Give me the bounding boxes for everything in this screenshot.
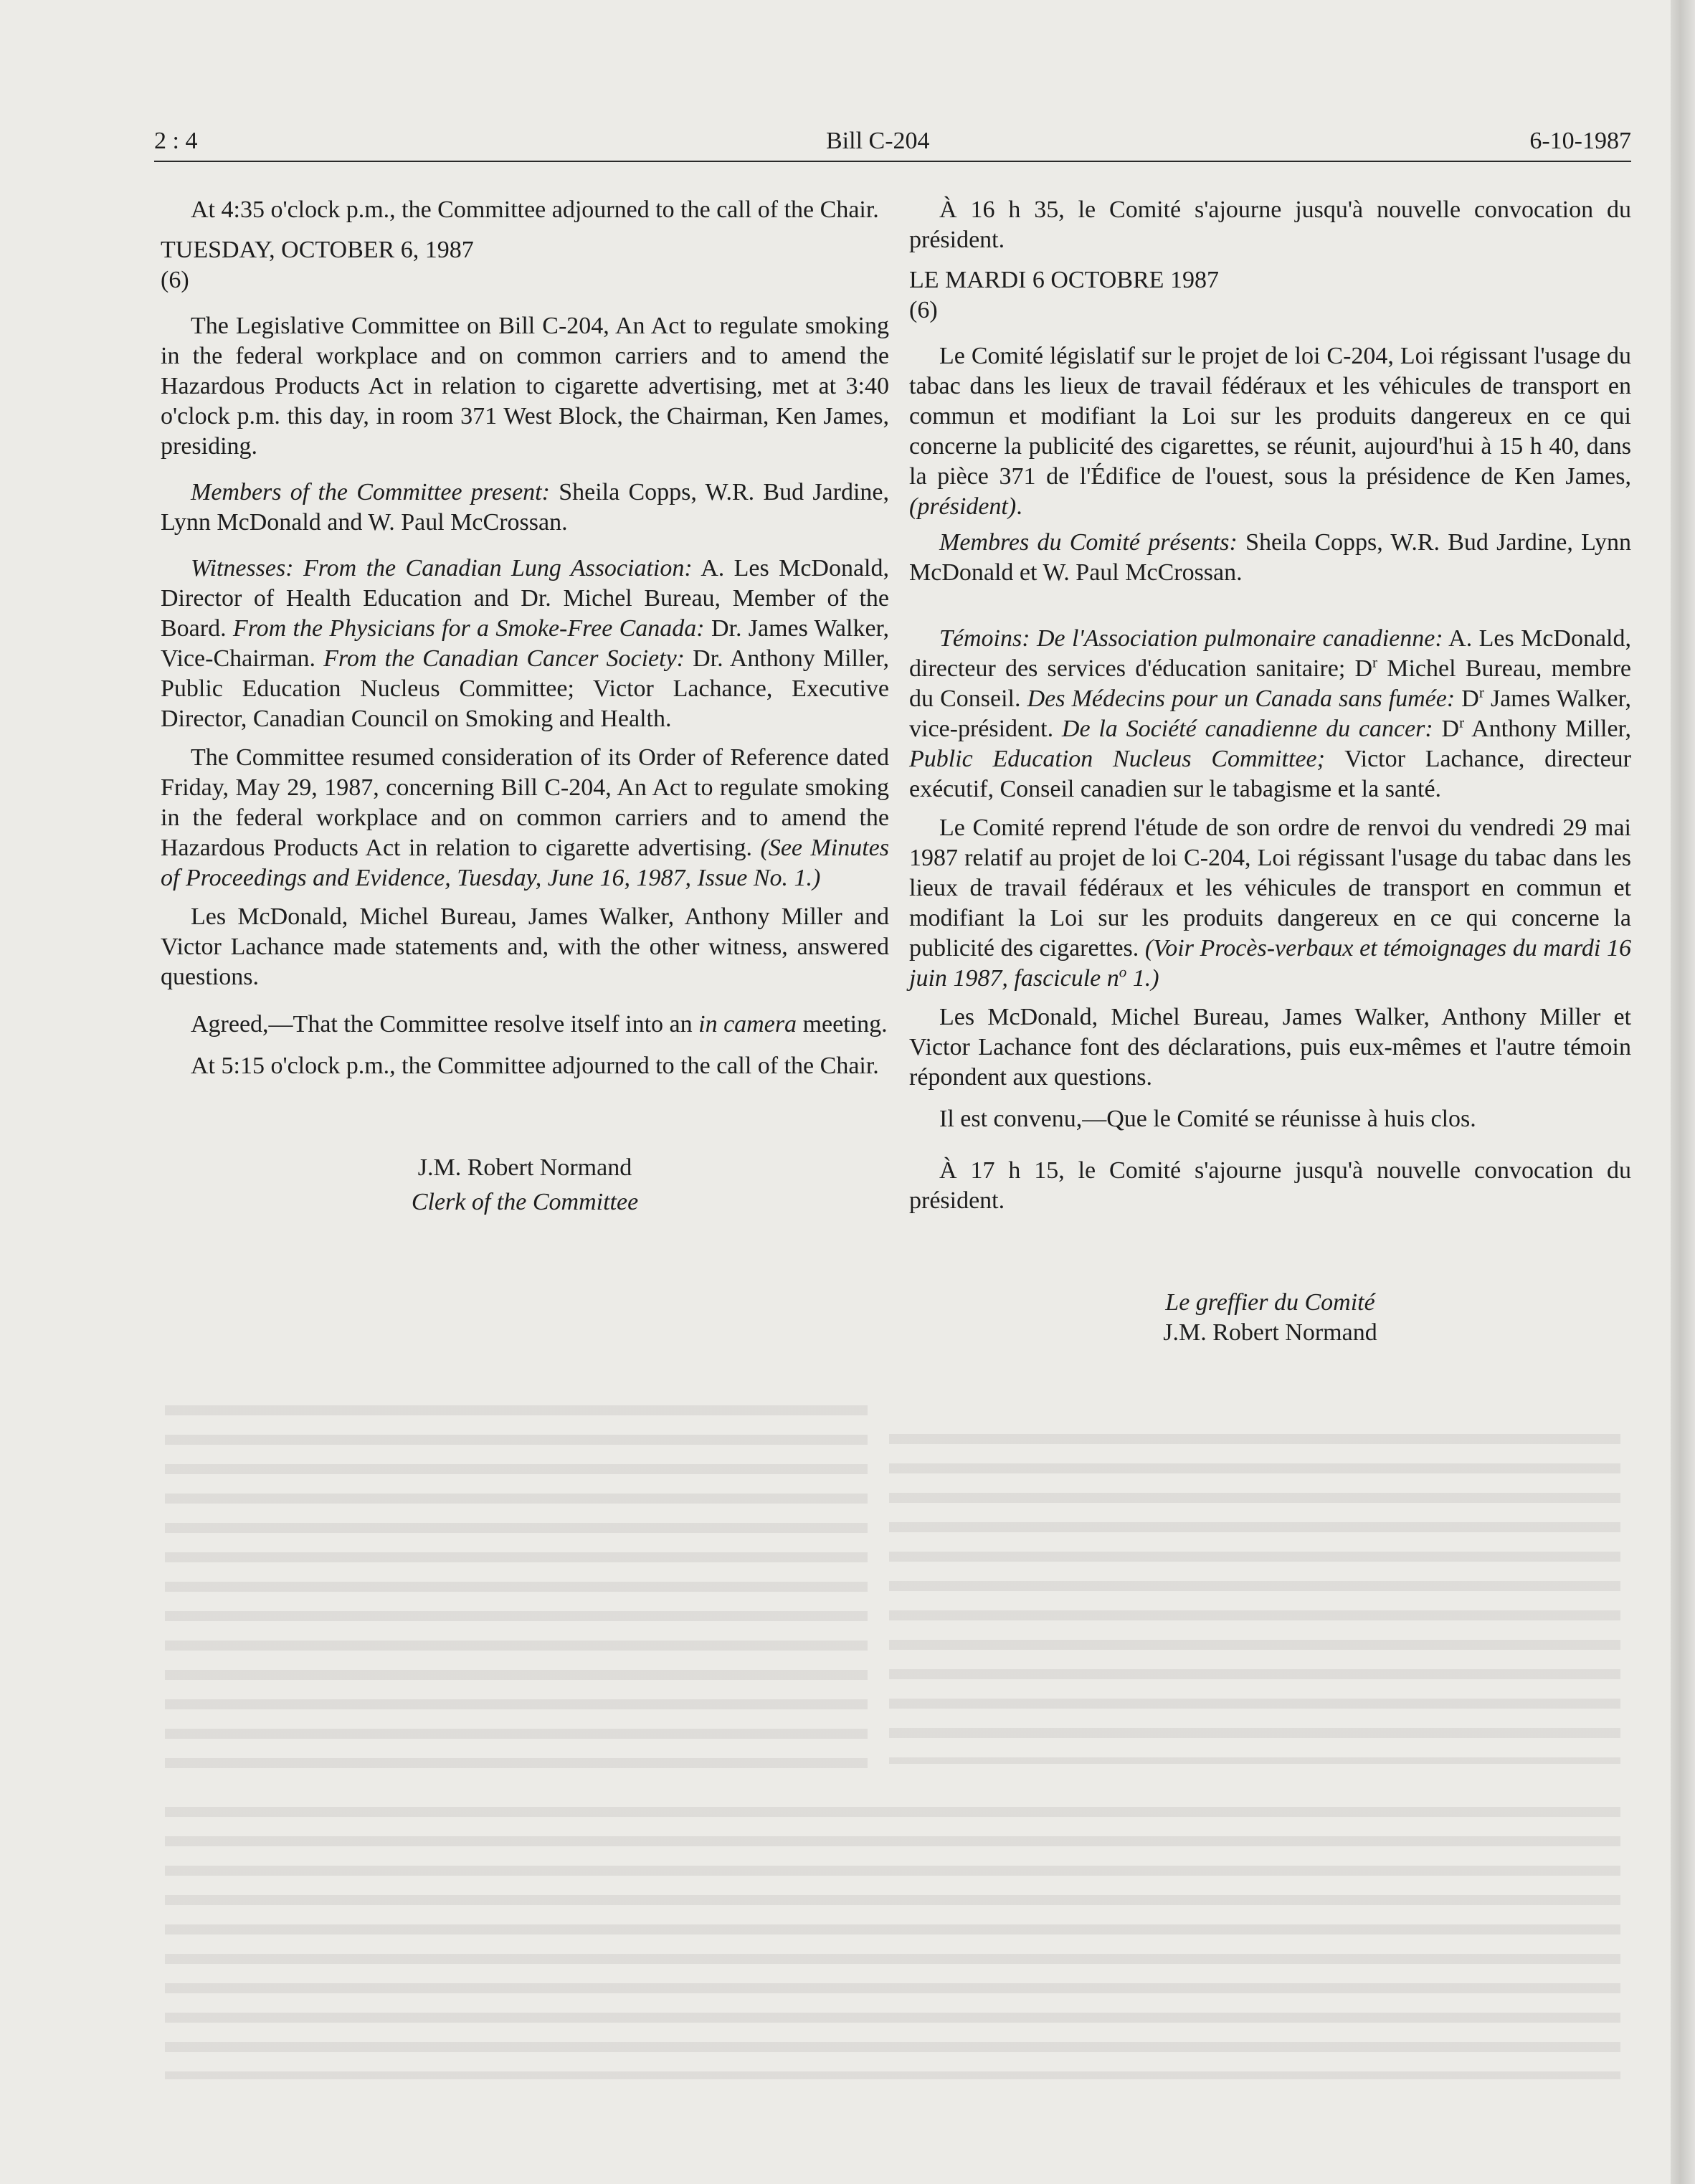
running-title: Bill C-204 [826, 128, 930, 154]
resumed-text: The Committee resumed consideration of its Order of Reference dated Friday, May 29, 1987, concerning Bill C-204, An Act to regulate smoking in the federal workplace and on common carriers and to amend the Hazardous Products Act in relation to cigarette advertising. [161, 744, 889, 861]
witness-text-1b-fr: Michel Bureau, membre du Conseil. [909, 655, 1632, 712]
witness-sup-1-fr: r [1372, 653, 1378, 671]
members-label: Members of the Committee present: [191, 479, 550, 505]
intro-end-fr: . [1016, 493, 1022, 520]
witness-text-3: Dr. Anthony Miller, Public Education Nucleus Committee; Victor Lachance, Executive Director, Canadian Council on Smoking and Health. [161, 645, 889, 732]
intro-paragraph: The Legislative Committee on Bill C-204, An Act to regulate smoking in the federal workplace and on common carriers and to amend the Hazardous Products Act in relation to cigarette advertising, met at 3:40 o'clock p.m. this day, in room 371 West Block, the Chairman, Ken James, presiding. [161, 313, 889, 460]
adjournment-paragraph-fr: À 16 h 35, le Comité s'ajourne jusqu'à nouvelle convocation du président. [909, 196, 1631, 253]
witnesses-paragraph [161, 554, 889, 734]
header-date: 6-10-1987 [1529, 128, 1631, 154]
agreed-in-camera: in camera [698, 1011, 797, 1038]
witness-text-3a-fr: D [1433, 716, 1460, 742]
members-label-fr: Membres du Comité présents: [939, 529, 1238, 556]
members-text-fr: Sheila Copps, W.R. Bud Jardine, Lynn McDonald et W. Paul McCrossan. [909, 529, 1631, 586]
resumed-paragraph-fr [909, 813, 1631, 994]
members-text: Sheila Copps, W.R. Bud Jardine, Lynn McDonald and W. Paul McCrossan. [161, 479, 889, 536]
adjournment-paragraph-2: At 5:15 o'clock p.m., the Committee adjourned to the call of the Chair. [191, 1053, 879, 1079]
bleed-through-left [165, 1405, 868, 1778]
resumed-reference-end-fr: 1.) [1126, 965, 1159, 992]
page-edge-shadow [1671, 0, 1695, 2184]
witnesses-label: Witnesses: [191, 555, 294, 581]
witness-org-2: From the Physicians for a Smoke-Free Canada: [232, 615, 705, 642]
statements-paragraph: Les McDonald, Michel Bureau, James Walker, Anthony Miller and Victor Lachance made statements and, with the other witness, answered questions. [161, 903, 889, 990]
date-heading: TUESDAY, OCTOBER 6, 1987 [161, 237, 474, 263]
page-number: 2 : 4 [154, 128, 198, 154]
date-heading-fr: LE MARDI 6 OCTOBRE 1987 [909, 267, 1219, 293]
adjournment-paragraph: At 4:35 o'clock p.m., the Committee adjourned to the call of the Chair. [191, 196, 879, 223]
header-rule [154, 161, 1631, 162]
witness-org-2-fr: Des Médecins pour un Canada sans fumée: [1027, 685, 1456, 712]
witness-text-2: Dr. James Walker, Vice-Chairman. [161, 615, 890, 672]
clerk-title-fr: Le greffier du Comité [1165, 1289, 1375, 1316]
resumed-reference: (See Minutes of Proceedings and Evidence, Tuesday, June 16, 1987, Issue No. 1.) [161, 835, 889, 891]
agreed-end: meeting. [797, 1011, 888, 1038]
statements-paragraph-fr: Les McDonald, Michel Bureau, James Walker, Anthony Miller et Victor Lachance font des déclarations, puis eux-mêmes et l'autre témoin répondent aux questions. [909, 1004, 1631, 1091]
resumed-paragraph [161, 743, 889, 893]
witnesses-paragraph-fr [909, 624, 1631, 804]
witness-text-2a-fr: D [1455, 685, 1479, 712]
clerk-name: J.M. Robert Normand [417, 1154, 632, 1181]
intro-paragraph-fr [909, 341, 1631, 522]
meeting-number: (6) [161, 267, 189, 293]
witness-org-3: From the Canadian Cancer Society: [323, 645, 685, 672]
agreed-paragraph [161, 1010, 889, 1040]
clerk-title: Clerk of the Committee [411, 1189, 639, 1215]
agreed-paragraph-fr: Il est convenu,—Que le Comité se réunisse à huis clos. [939, 1106, 1476, 1132]
witness-text-1a-fr: A. Les McDonald, directeur des services d'éducation sanitaire; D [909, 625, 1631, 682]
bleed-through-bottom [165, 1807, 1620, 2079]
witness-text-3c-fr: Victor Lachance, directeur exécutif, Conseil canadien sur le tabagisme et la santé. [909, 746, 1631, 802]
resumed-sup-fr: o [1119, 963, 1127, 981]
witness-role-3-fr: Public Education Nucleus Committee; [909, 746, 1325, 772]
intro-role-fr: (président) [909, 493, 1017, 520]
witness-text-1: A. Les McDonald, Director of Health Education and Dr. Michel Bureau, Member of the Board. [161, 555, 890, 642]
members-paragraph [161, 478, 889, 538]
witness-text-3b-fr: Anthony Miller, [1464, 716, 1632, 742]
witnesses-label-fr: Témoins: [939, 625, 1030, 652]
clerk-name-fr: J.M. Robert Normand [1163, 1319, 1377, 1346]
resumed-reference-fr: (Voir Procès-verbaux et témoignages du mardi 16 juin 1987, fascicule n [909, 935, 1632, 992]
witness-org-1: From the Canadian Lung Association: [303, 555, 693, 581]
witness-org-3-fr: De la Société canadienne du cancer: [1061, 716, 1433, 742]
agreed-text: Agreed,—That the Committee resolve itself into an [191, 1011, 699, 1038]
witness-sup-3-fr: r [1459, 713, 1465, 731]
witness-text-2b-fr: James Walker, vice-président. [909, 685, 1631, 742]
english-column [161, 195, 889, 1217]
adjournment-paragraph-2-fr: À 17 h 15, le Comité s'ajourne jusqu'à nouvelle convocation du président. [909, 1157, 1631, 1214]
intro-text-fr: Le Comité législatif sur le projet de loi C-204, Loi régissant l'usage du tabac dans les lieux de travail fédéraux et les véhicules de transport en commun et modifiant la Loi sur les produits dangereux en ce qui concerne la publicité des cigarettes, se réunit, aujourd'hui à 15 h 40, dans la pièce 371 de l'Édifice de l'ouest, sous la présidence de Ken James, [909, 343, 1631, 490]
french-column [909, 195, 1631, 1348]
resumed-text-fr: Le Comité reprend l'étude de son ordre de renvoi du vendredi 29 mai 1987 relatif au projet de loi C-204, Loi régissant l'usage du tabac dans les lieux de travail fédéraux et les véhicules de transport en commun et modifiant la Loi sur les produits dangereux en ce qui concerne la publicité des cigarettes. [909, 815, 1631, 962]
witness-org-1-fr: De l'Association pulmonaire canadienne: [1036, 625, 1443, 652]
bleed-through-right [889, 1434, 1620, 1764]
witness-sup-2-fr: r [1478, 683, 1484, 701]
meeting-number-fr: (6) [909, 297, 938, 323]
members-paragraph-fr [909, 528, 1631, 588]
page-header [154, 123, 1631, 159]
